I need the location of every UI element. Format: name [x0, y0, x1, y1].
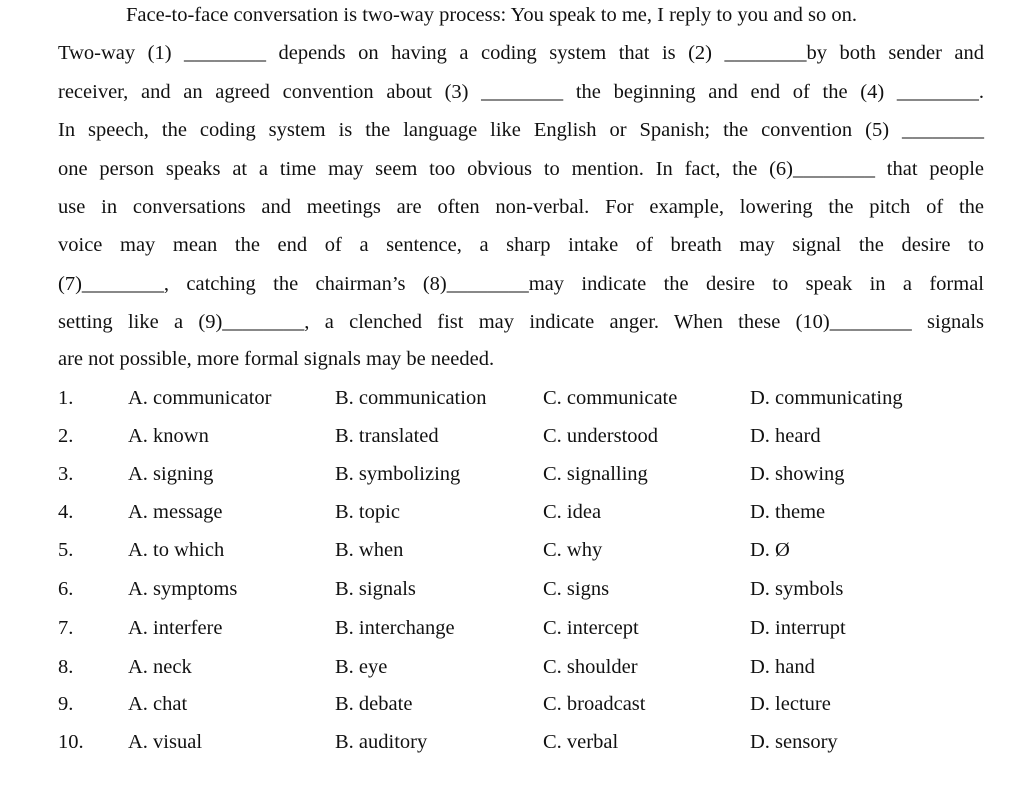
option-a: A. neck: [128, 656, 192, 678]
question-row: [58, 613, 984, 643]
question-row: [58, 535, 984, 565]
question-number: 1.: [58, 387, 74, 409]
option-c: C. communicate: [543, 387, 678, 409]
question-row: [58, 727, 984, 757]
question-number: 10.: [58, 731, 84, 753]
passage-line: receiver, and an agreed convention about (3) ________ the beginning and end of the (4) ________.: [58, 81, 984, 103]
question-number: 5.: [58, 539, 74, 561]
option-a: A. chat: [128, 693, 188, 715]
question-row: [58, 383, 984, 413]
option-c: C. why: [543, 539, 603, 561]
option-b: B. when: [335, 539, 404, 561]
passage-line: Two-way (1) ________ depends on having a coding system that is (2) ________by both sender and: [58, 42, 984, 64]
option-d: D. heard: [750, 425, 821, 447]
option-b: B. signals: [335, 578, 416, 600]
question-row: [58, 652, 984, 682]
option-c: C. shoulder: [543, 656, 638, 678]
option-d: D. showing: [750, 463, 845, 485]
option-b: B. translated: [335, 425, 439, 447]
option-a: A. to which: [128, 539, 225, 561]
option-b: B. topic: [335, 501, 400, 523]
option-c: C. idea: [543, 501, 602, 523]
option-d: D. Ø: [750, 539, 790, 561]
option-c: C. broadcast: [543, 693, 646, 715]
question-row: [58, 497, 984, 527]
option-c: C. signalling: [543, 463, 648, 485]
question-number: 6.: [58, 578, 74, 600]
option-a: A. interfere: [128, 617, 223, 639]
option-a: A. visual: [128, 731, 203, 753]
option-a: A. signing: [128, 463, 214, 485]
option-a: A. known: [128, 425, 209, 447]
option-b: B. debate: [335, 693, 413, 715]
question-number: 9.: [58, 693, 74, 715]
option-b: B. symbolizing: [335, 463, 461, 485]
passage-line: use in conversations and meetings are often non-verbal. For example, lowering the pitch of the: [58, 196, 984, 218]
passage-line: one person speaks at a time may seem too obvious to mention. In fact, the (6)________ that people: [58, 158, 984, 180]
question-number: 4.: [58, 501, 74, 523]
option-d: D. symbols: [750, 578, 844, 600]
passage-line: (7)________, catching the chairman’s (8)________may indicate the desire to speak in a formal: [58, 273, 984, 295]
passage-line: setting like a (9)________, a clenched fist may indicate anger. When these (10)________ signals: [58, 311, 984, 333]
passage-line: Face-to-face conversation is two-way process: You speak to me, I reply to you and so on.: [126, 4, 857, 26]
option-b: B. communication: [335, 387, 487, 409]
option-c: C. intercept: [543, 617, 639, 639]
question-number: 7.: [58, 617, 74, 639]
question-number: 2.: [58, 425, 74, 447]
passage-line: are not possible, more formal signals may be needed.: [58, 348, 495, 370]
option-c: C. signs: [543, 578, 610, 600]
question-row: [58, 574, 984, 604]
passage-line: In speech, the coding system is the language like English or Spanish; the convention (5) ________: [58, 119, 984, 141]
option-b: B. eye: [335, 656, 388, 678]
question-number: 3.: [58, 463, 74, 485]
option-a: A. message: [128, 501, 223, 523]
option-a: A. symptoms: [128, 578, 238, 600]
question-number: 8.: [58, 656, 74, 678]
option-d: D. lecture: [750, 693, 831, 715]
option-d: D. communicating: [750, 387, 903, 409]
option-d: D. hand: [750, 656, 815, 678]
question-row: [58, 421, 984, 451]
option-b: B. auditory: [335, 731, 428, 753]
option-d: D. theme: [750, 501, 826, 523]
option-a: A. communicator: [128, 387, 272, 409]
passage-line: voice may mean the end of a sentence, a sharp intake of breath may signal the desire to: [58, 234, 984, 256]
option-d: D. interrupt: [750, 617, 846, 639]
option-c: C. understood: [543, 425, 659, 447]
question-row: [58, 459, 984, 489]
question-row: [58, 689, 984, 719]
option-b: B. interchange: [335, 617, 455, 639]
option-c: C. verbal: [543, 731, 619, 753]
option-d: D. sensory: [750, 731, 838, 753]
